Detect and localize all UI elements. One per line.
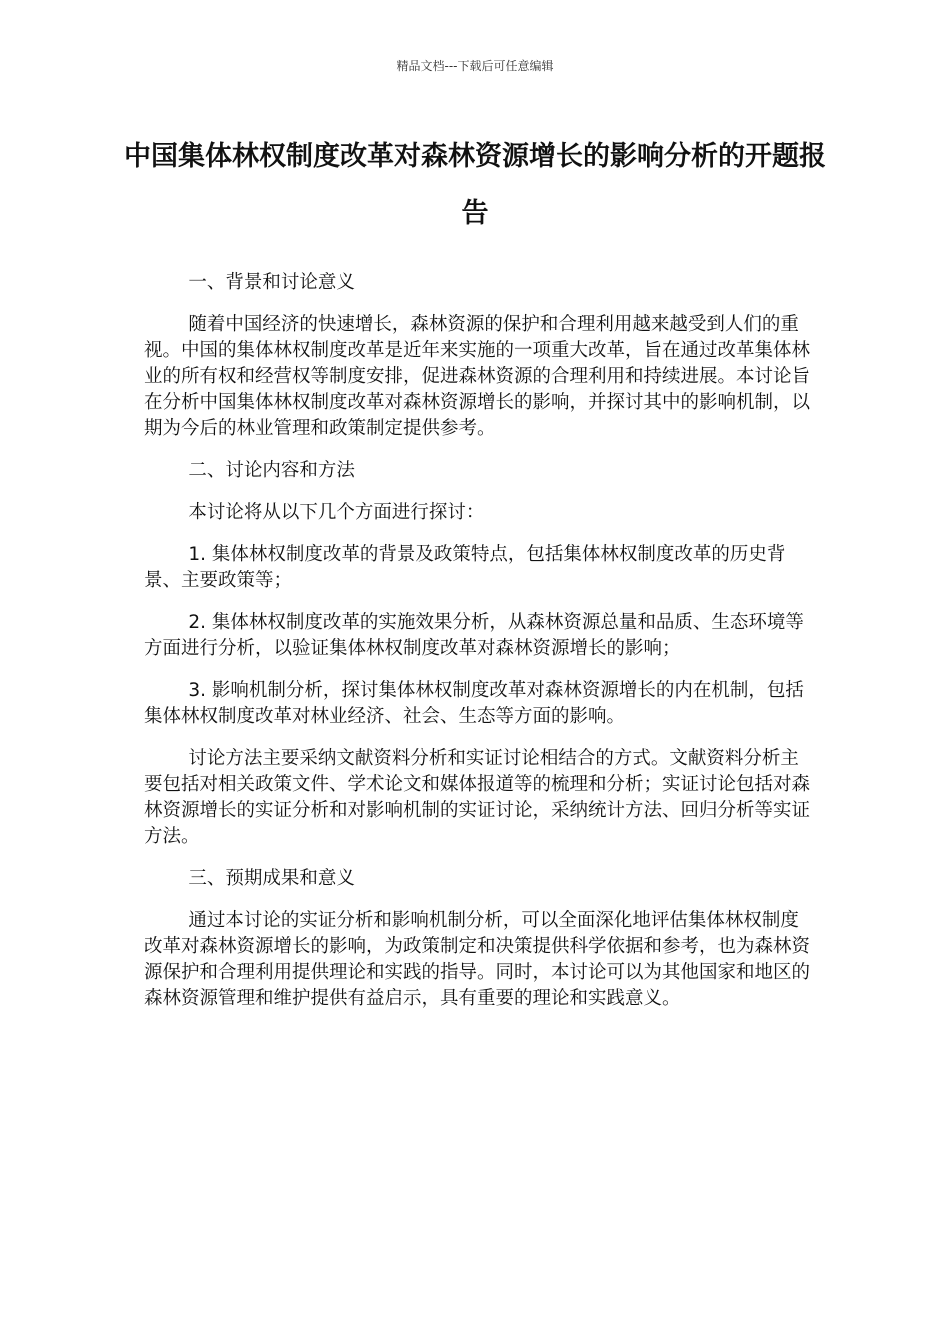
paragraph-methods: 讨论方法主要采纳文献资料分析和实证讨论相结合的方式。文献资料分析主要包括对相关政策文件、学术论文和媒体报道等的梳理和分析；实证讨论包括对森林资源增长的实证分析和对影响机制的实证讨论，采纳统计方法、回归分析等实证方法。 <box>144 748 811 847</box>
header-note: 精品文档---下载后可任意编辑 <box>396 59 554 73</box>
document-title: 中国集体林权制度改革对森林资源增长的影响分析的开题报告 <box>124 141 826 229</box>
paragraph-background: 随着中国经济的快速增长，森林资源的保护和合理利用越来越受到人们的重视。中国的集体林权制度改革是近年来实施的一项重大改革，旨在通过改革集体林业的所有权和经营权等制度安排，促进森林资源的合理利用和持续进展。本讨论旨在分析中国集体林权制度改革对森林资源增长的影响，并探讨其中的影响机制，以期为今后的林业管理和政策制定提供参考。 <box>144 314 811 439</box>
section-heading-expected-results: 三、预期成果和意义 <box>188 868 355 889</box>
document-body <box>144 270 810 1028</box>
paragraph-intro: 本讨论将从以下几个方面进行探讨： <box>188 502 485 523</box>
paragraph-expected-results: 通过本讨论的实证分析和影响机制分析，可以全面深化地评估集体林权制度改革对森林资源增长的影响，为政策制定和决策提供科学依据和参考，也为森林资源保护和合理利用提供理论和实践的指导。同时，本讨论可以为其他国家和地区的森林资源管理和维护提供有益启示，具有重要的理论和实践意义。 <box>144 910 811 1009</box>
list-item-3: 3. 影响机制分析，探讨集体林权制度改革对森林资源增长的内在机制，包括集体林权制度改革对林业经济、社会、生态等方面的影响。 <box>144 680 804 727</box>
section-heading-content-methods: 二、讨论内容和方法 <box>188 460 355 481</box>
list-item-2: 2. 集体林权制度改革的实施效果分析，从森林资源总量和品质、生态环境等方面进行分析，以验证集体林权制度改革对森林资源增长的影响； <box>144 612 804 659</box>
section-heading-background: 一、背景和讨论意义 <box>188 272 355 293</box>
list-item-1: 1. 集体林权制度改革的背景及政策特点，包括集体林权制度改革的历史背景、主要政策等； <box>144 544 786 591</box>
